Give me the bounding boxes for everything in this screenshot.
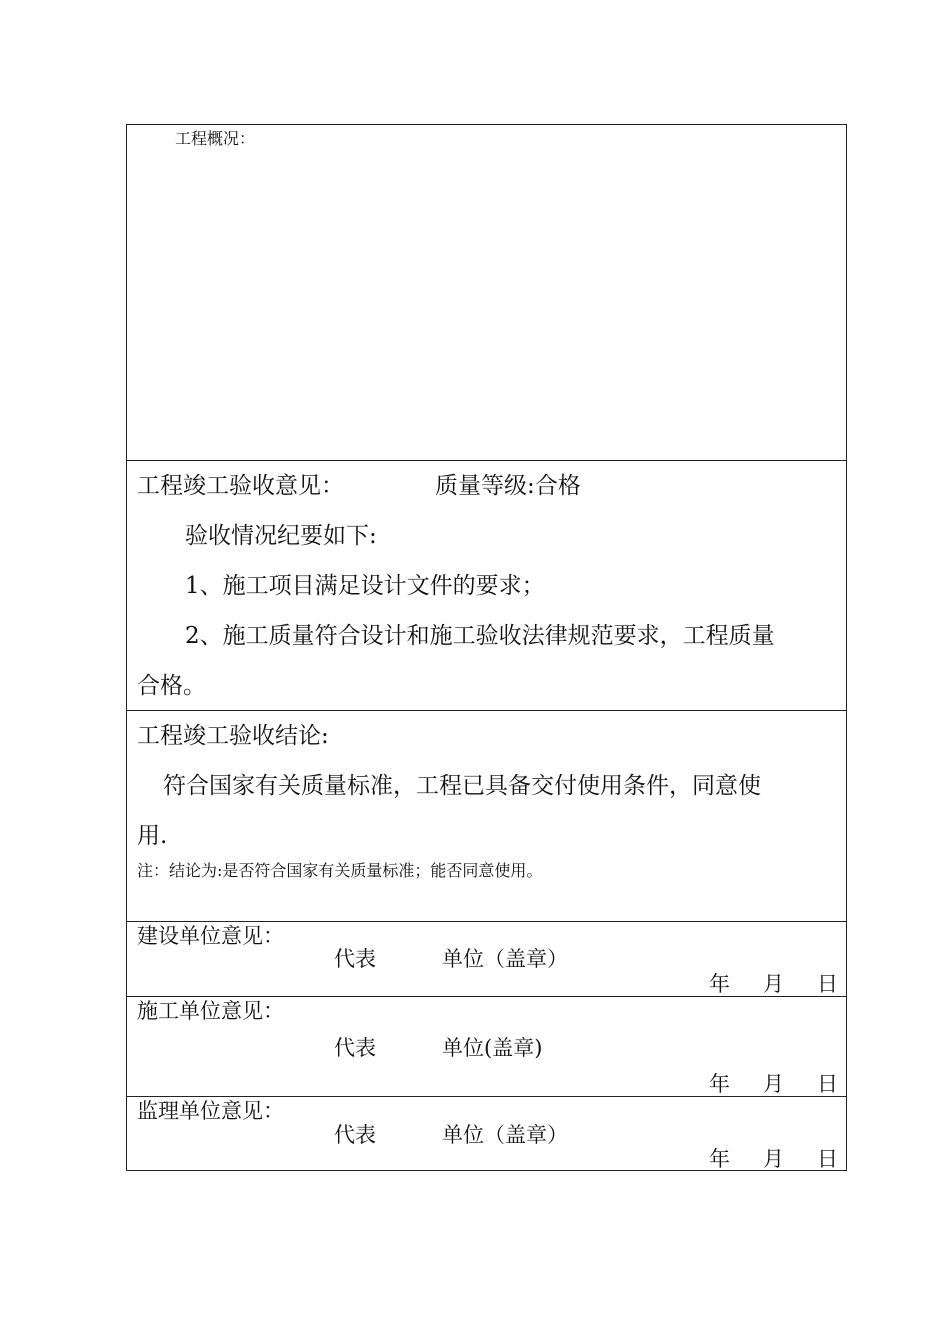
representative-label: 代表 — [334, 1036, 376, 1060]
conclusion-note: 注：结论为:是否符合国家有关质量标准；能否同意使用。 — [137, 861, 543, 880]
signoff-label: 建设单位意见： — [137, 924, 284, 948]
unit-seal-label: 单位（盖章） — [442, 1123, 568, 1147]
representative-label: 代表 — [334, 947, 376, 971]
month-label: 月 — [763, 972, 784, 996]
year-label: 年 — [709, 1147, 730, 1171]
opinion-label: 工程竣工验收意见： — [137, 473, 344, 499]
unit-seal-label: 单位（盖章） — [442, 947, 568, 971]
conclusion-text-line-2: 用. — [137, 823, 168, 849]
overview-section — [127, 125, 846, 461]
opinion-item-2-line-1: 2、施工质量符合设计和施工验收法律规范要求，工程质量 — [185, 623, 775, 649]
opinion-section — [127, 461, 846, 711]
overview-label: 工程概况： — [175, 129, 256, 148]
summary-title: 验收情况纪要如下: — [185, 523, 377, 549]
representative-label: 代表 — [334, 1123, 376, 1147]
signoff-label: 施工单位意见： — [137, 999, 284, 1023]
unit-seal-label: 单位(盖章) — [442, 1036, 543, 1060]
day-label: 日 — [817, 972, 838, 996]
opinion-item-1: 1、施工项目满足设计文件的要求； — [185, 573, 545, 599]
month-label: 月 — [763, 1147, 784, 1171]
conclusion-label: 工程竣工验收结论: — [137, 723, 329, 749]
acceptance-form — [126, 124, 847, 1171]
signoff-contractor — [127, 997, 846, 1097]
signoff-label: 监理单位意见： — [137, 1099, 284, 1123]
conclusion-section — [127, 711, 846, 922]
year-label: 年 — [709, 972, 730, 996]
day-label: 日 — [817, 1072, 838, 1096]
year-label: 年 — [709, 1072, 730, 1096]
conclusion-text-line-1: 符合国家有关质量标准，工程已具备交付使用条件，同意使 — [163, 773, 761, 799]
signoff-supervisor — [127, 1097, 846, 1172]
signoff-client — [127, 922, 846, 997]
quality-grade: 质量等级:合格 — [435, 473, 581, 499]
day-label: 日 — [817, 1147, 838, 1171]
opinion-item-2-line-2: 合格。 — [137, 673, 206, 699]
month-label: 月 — [763, 1072, 784, 1096]
